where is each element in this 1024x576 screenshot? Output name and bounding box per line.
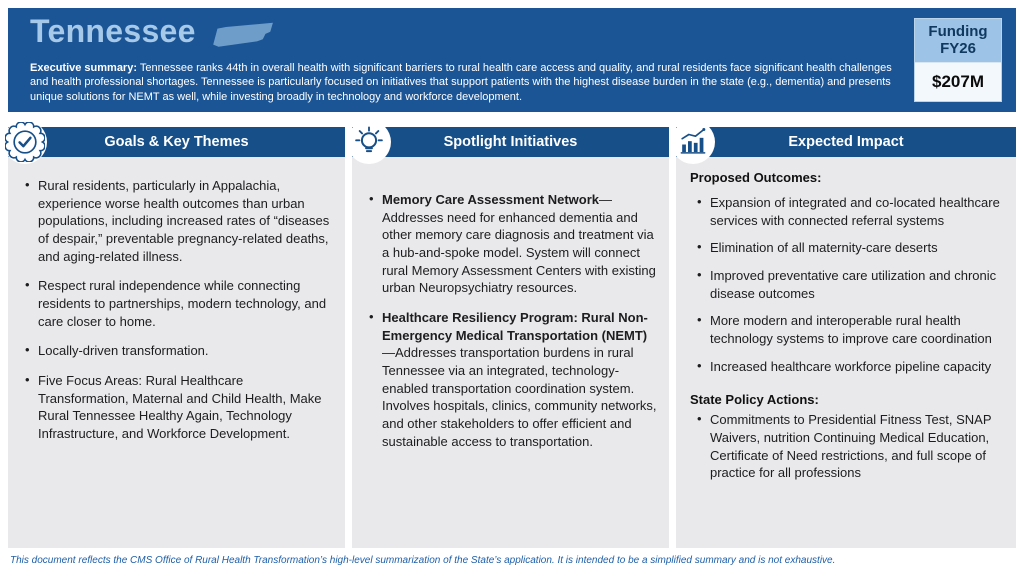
ribbon-check-icon [3, 120, 47, 164]
executive-summary-label: Executive summary: [30, 62, 137, 74]
goals-body [8, 157, 345, 548]
outcome-bullet: • More modern and interoperable rural health technology systems to improve care coordination [696, 312, 1004, 347]
state-policy-actions-list [690, 411, 1004, 482]
impact-header-title: Expected Impact [788, 134, 904, 150]
executive-summary [30, 61, 892, 104]
proposed-outcomes-heading: Proposed Outcomes: [690, 170, 822, 185]
goals-bullet: • Locally-driven transformation. [24, 342, 333, 360]
goals-bullet: • Five Focus Areas: Rural Healthcare Transformation, Maternal and Child Health, Make Rural Tennessee Healthy Again, Technology Infrastructure, and Workforce Development. [24, 372, 333, 443]
column-goals [8, 127, 345, 548]
title-row [30, 14, 274, 50]
funding-label [915, 19, 1001, 62]
outcome-bullet: • Improved preventative care utilization and chronic disease outcomes [696, 267, 1004, 302]
header-banner [8, 8, 1016, 112]
page-title: Tennessee [30, 13, 196, 50]
impact-header-bar [676, 127, 1016, 157]
proposed-outcomes-list [690, 194, 1004, 375]
goals-bullet-list [18, 177, 333, 443]
tennessee-state-icon [210, 20, 274, 50]
bar-chart-trend-icon [671, 120, 715, 164]
goals-bullet: • Respect rural independence while connecting residents to partnerships, modern technology, and care closer to home. [24, 277, 333, 330]
content-columns [8, 127, 1016, 548]
executive-summary-text: Tennessee ranks 44th in overall health with significant barriers to rural health care access and quality, and rural residents face significant health challenges and health professional shortages. Tennessee is particularly focused on initiatives that support patients with the highest disease burden in the state (e.g., dementia) and presents unique solutions for NEMT as well, while investing broadly in technology and workforce development. [30, 62, 892, 103]
initiatives-header-title: Spotlight Initiatives [443, 134, 578, 150]
funding-label-line1: Funding [928, 23, 988, 40]
state-policy-actions-heading: State Policy Actions: [690, 392, 819, 408]
funding-amount: $207M [915, 62, 1001, 101]
goals-header-bar [8, 127, 345, 157]
goals-bullet: • Rural residents, particularly in Appalachia, experience worse health outcomes than urban populations, including increased rates of “diseases of despair,” preventable pregnancy-related deaths, and aging-related illness. [24, 177, 333, 265]
outcome-bullet: • Expansion of integrated and co-located healthcare services with connected referral systems [696, 194, 1004, 229]
funding-box [914, 18, 1002, 102]
initiative-name: Memory Care Assessment Network [382, 192, 599, 207]
lightbulb-icon [347, 120, 391, 164]
policy-bullet: • Commitments to Presidential Fitness Test, SNAP Waivers, nutrition Continuing Medical Education, Certificate of Need restrictions, and full scope of practice for all professions [696, 411, 1004, 482]
initiatives-bullet-list [362, 191, 657, 450]
goals-header-title: Goals & Key Themes [104, 134, 249, 150]
initiatives-header-bar [352, 127, 669, 157]
initiative-bullet [368, 309, 657, 450]
column-impact [676, 127, 1016, 548]
column-initiatives [352, 127, 669, 548]
initiative-description: —Addresses transportation burdens in rural Tennessee via an integrated, technology-enabled transportation coordination system. Involves hospitals, clinics, community networks, and other stakeholders to offer efficient and sustainable access to transportation. [382, 345, 657, 449]
outcome-bullet: • Elimination of all maternity-care deserts [696, 239, 1004, 257]
outcome-bullet: • Increased healthcare workforce pipeline capacity [696, 358, 1004, 376]
impact-body [676, 157, 1016, 548]
funding-label-line2: FY26 [940, 39, 976, 57]
footer-disclaimer: This document reflects the CMS Office of Rural Health Transformation’s high-level summarization of the State’s application. It is intended to be a simplified summary and is not exhaustive. [10, 555, 836, 566]
initiative-name: Healthcare Resiliency Program: Rural Non-Emergency Medical Transportation (NEMT) [382, 310, 648, 343]
initiatives-body [352, 157, 669, 548]
initiative-description: —Addresses need for enhanced dementia and other memory care diagnosis and treatment via a hub-and-spoke model. System will connect rural Memory Assessment Centers with existing urban Neuropsychiatry resources. [382, 192, 656, 296]
initiative-bullet [368, 191, 657, 297]
